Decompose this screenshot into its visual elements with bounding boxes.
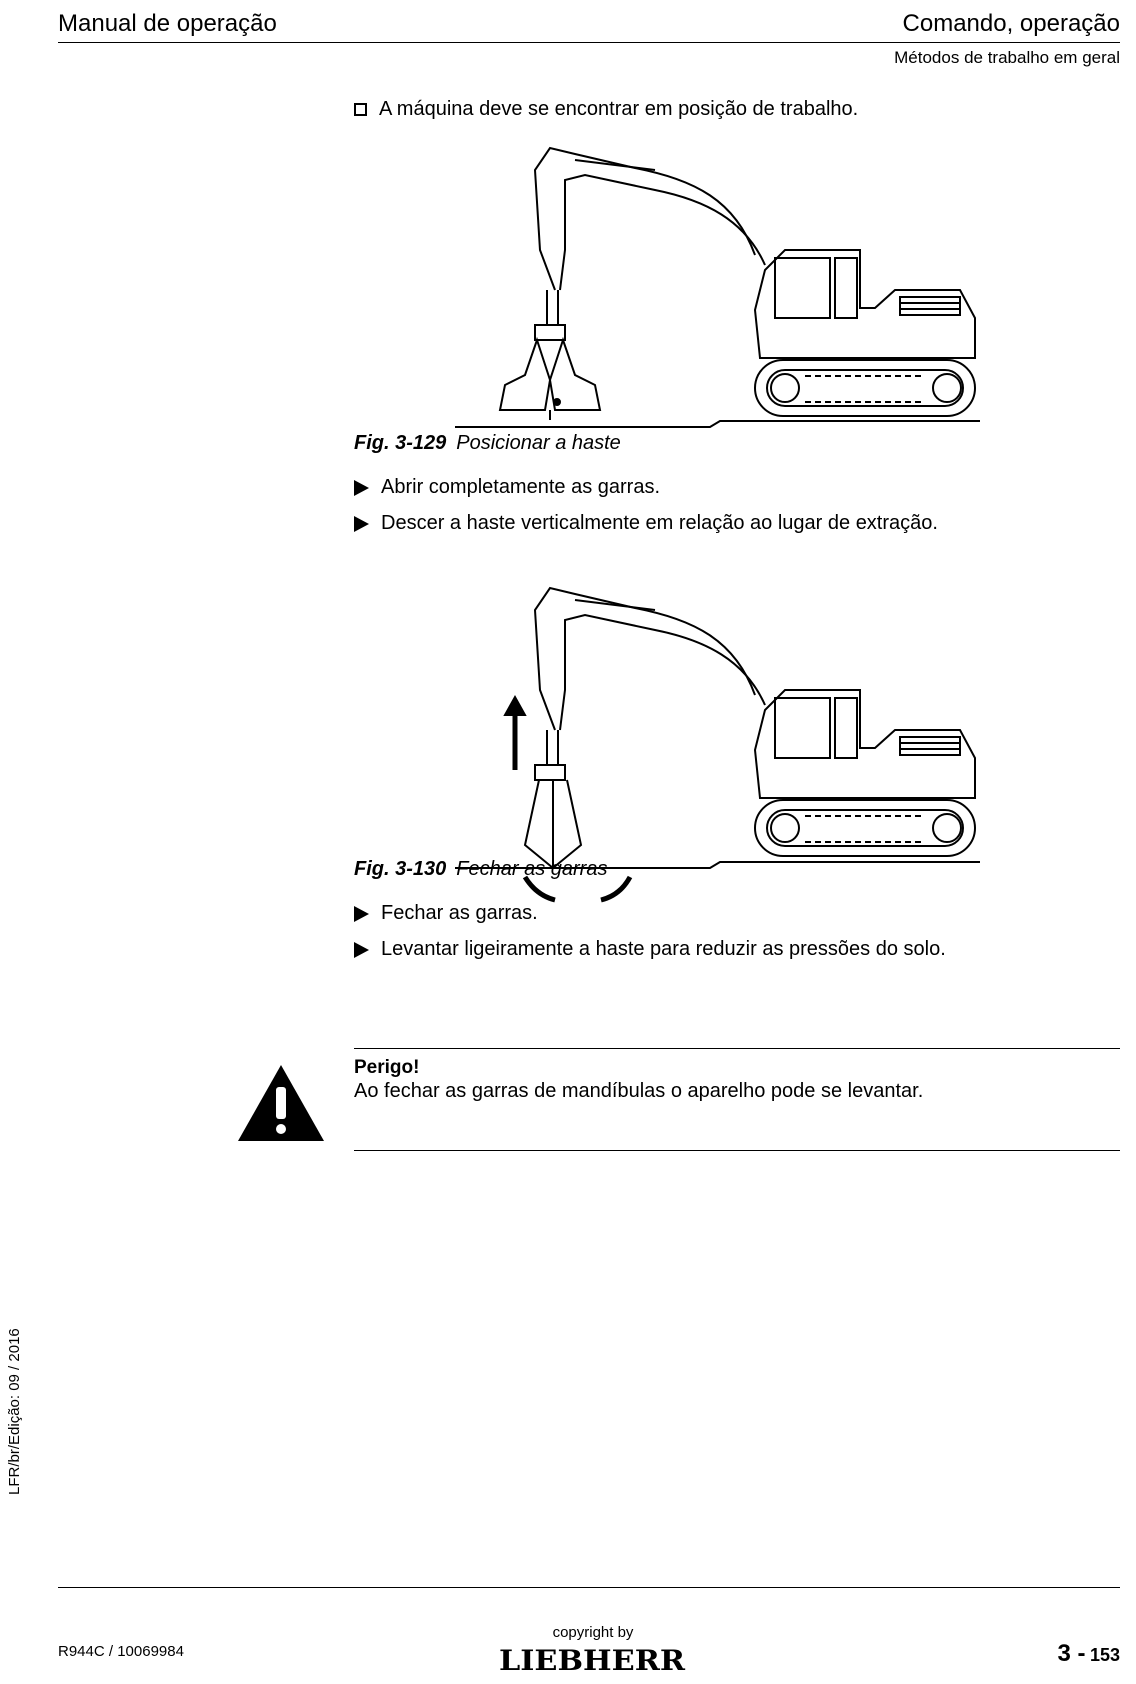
figure-caption-2 — [354, 858, 607, 881]
step-item — [354, 902, 538, 925]
danger-rule-top — [354, 1048, 1120, 1049]
step-item — [354, 512, 938, 535]
checklist-item — [354, 98, 858, 121]
excavator-figure-1 — [455, 140, 1035, 460]
bullet-triangle-icon — [354, 480, 369, 496]
checkbox-icon — [354, 103, 367, 116]
header-title-left: Manual de operação — [58, 10, 277, 37]
danger-title: Perigo! — [354, 1057, 420, 1078]
header-subtitle: Métodos de trabalho em geral — [894, 48, 1120, 67]
figure-number-1: Fig. 3-129 — [354, 432, 447, 454]
edition-side-text: LFR/br/Edição: 09 / 2016 — [6, 1328, 23, 1495]
footer-copyright: copyright by — [552, 1624, 634, 1641]
step-text: Fechar as garras. — [381, 902, 538, 924]
figure-text-2: Fechar as garras — [456, 858, 608, 880]
header-rule — [58, 42, 1120, 43]
bullet-triangle-icon — [354, 906, 369, 922]
step-text: Descer a haste verticalmente em relação ao lugar de extração. — [381, 512, 938, 534]
liebherr-logo-text: LIEBHERR — [499, 1646, 686, 1674]
warning-triangle-icon — [236, 1063, 326, 1143]
step-item — [354, 476, 660, 499]
bullet-triangle-icon — [354, 516, 369, 532]
page-number-value: 153 — [1089, 1645, 1120, 1665]
page-number — [1057, 1640, 1120, 1668]
header-title-right: Comando, operação — [902, 10, 1120, 37]
figure-number-2: Fig. 3-130 — [354, 858, 447, 880]
danger-rule-bottom — [354, 1150, 1120, 1151]
liebherr-logo — [492, 1646, 692, 1674]
step-text: Abrir completamente as garras. — [381, 476, 661, 498]
figure-text-1: Posicionar a haste — [456, 432, 621, 454]
step-item — [354, 938, 946, 961]
danger-text: Ao fechar as garras de mandíbulas o aparelho pode se levantar. — [354, 1080, 924, 1102]
figure-caption-1 — [354, 432, 621, 455]
bullet-triangle-icon — [354, 942, 369, 958]
footer-rule — [58, 1587, 1120, 1588]
step-text: Levantar ligeiramente a haste para reduzir as pressões do solo. — [381, 938, 946, 960]
checklist-text: A máquina deve se encontrar em posição de trabalho. — [379, 98, 859, 120]
footer-model: R944C / 10069984 — [58, 1643, 184, 1660]
page-chapter: 3 - — [1057, 1640, 1086, 1667]
